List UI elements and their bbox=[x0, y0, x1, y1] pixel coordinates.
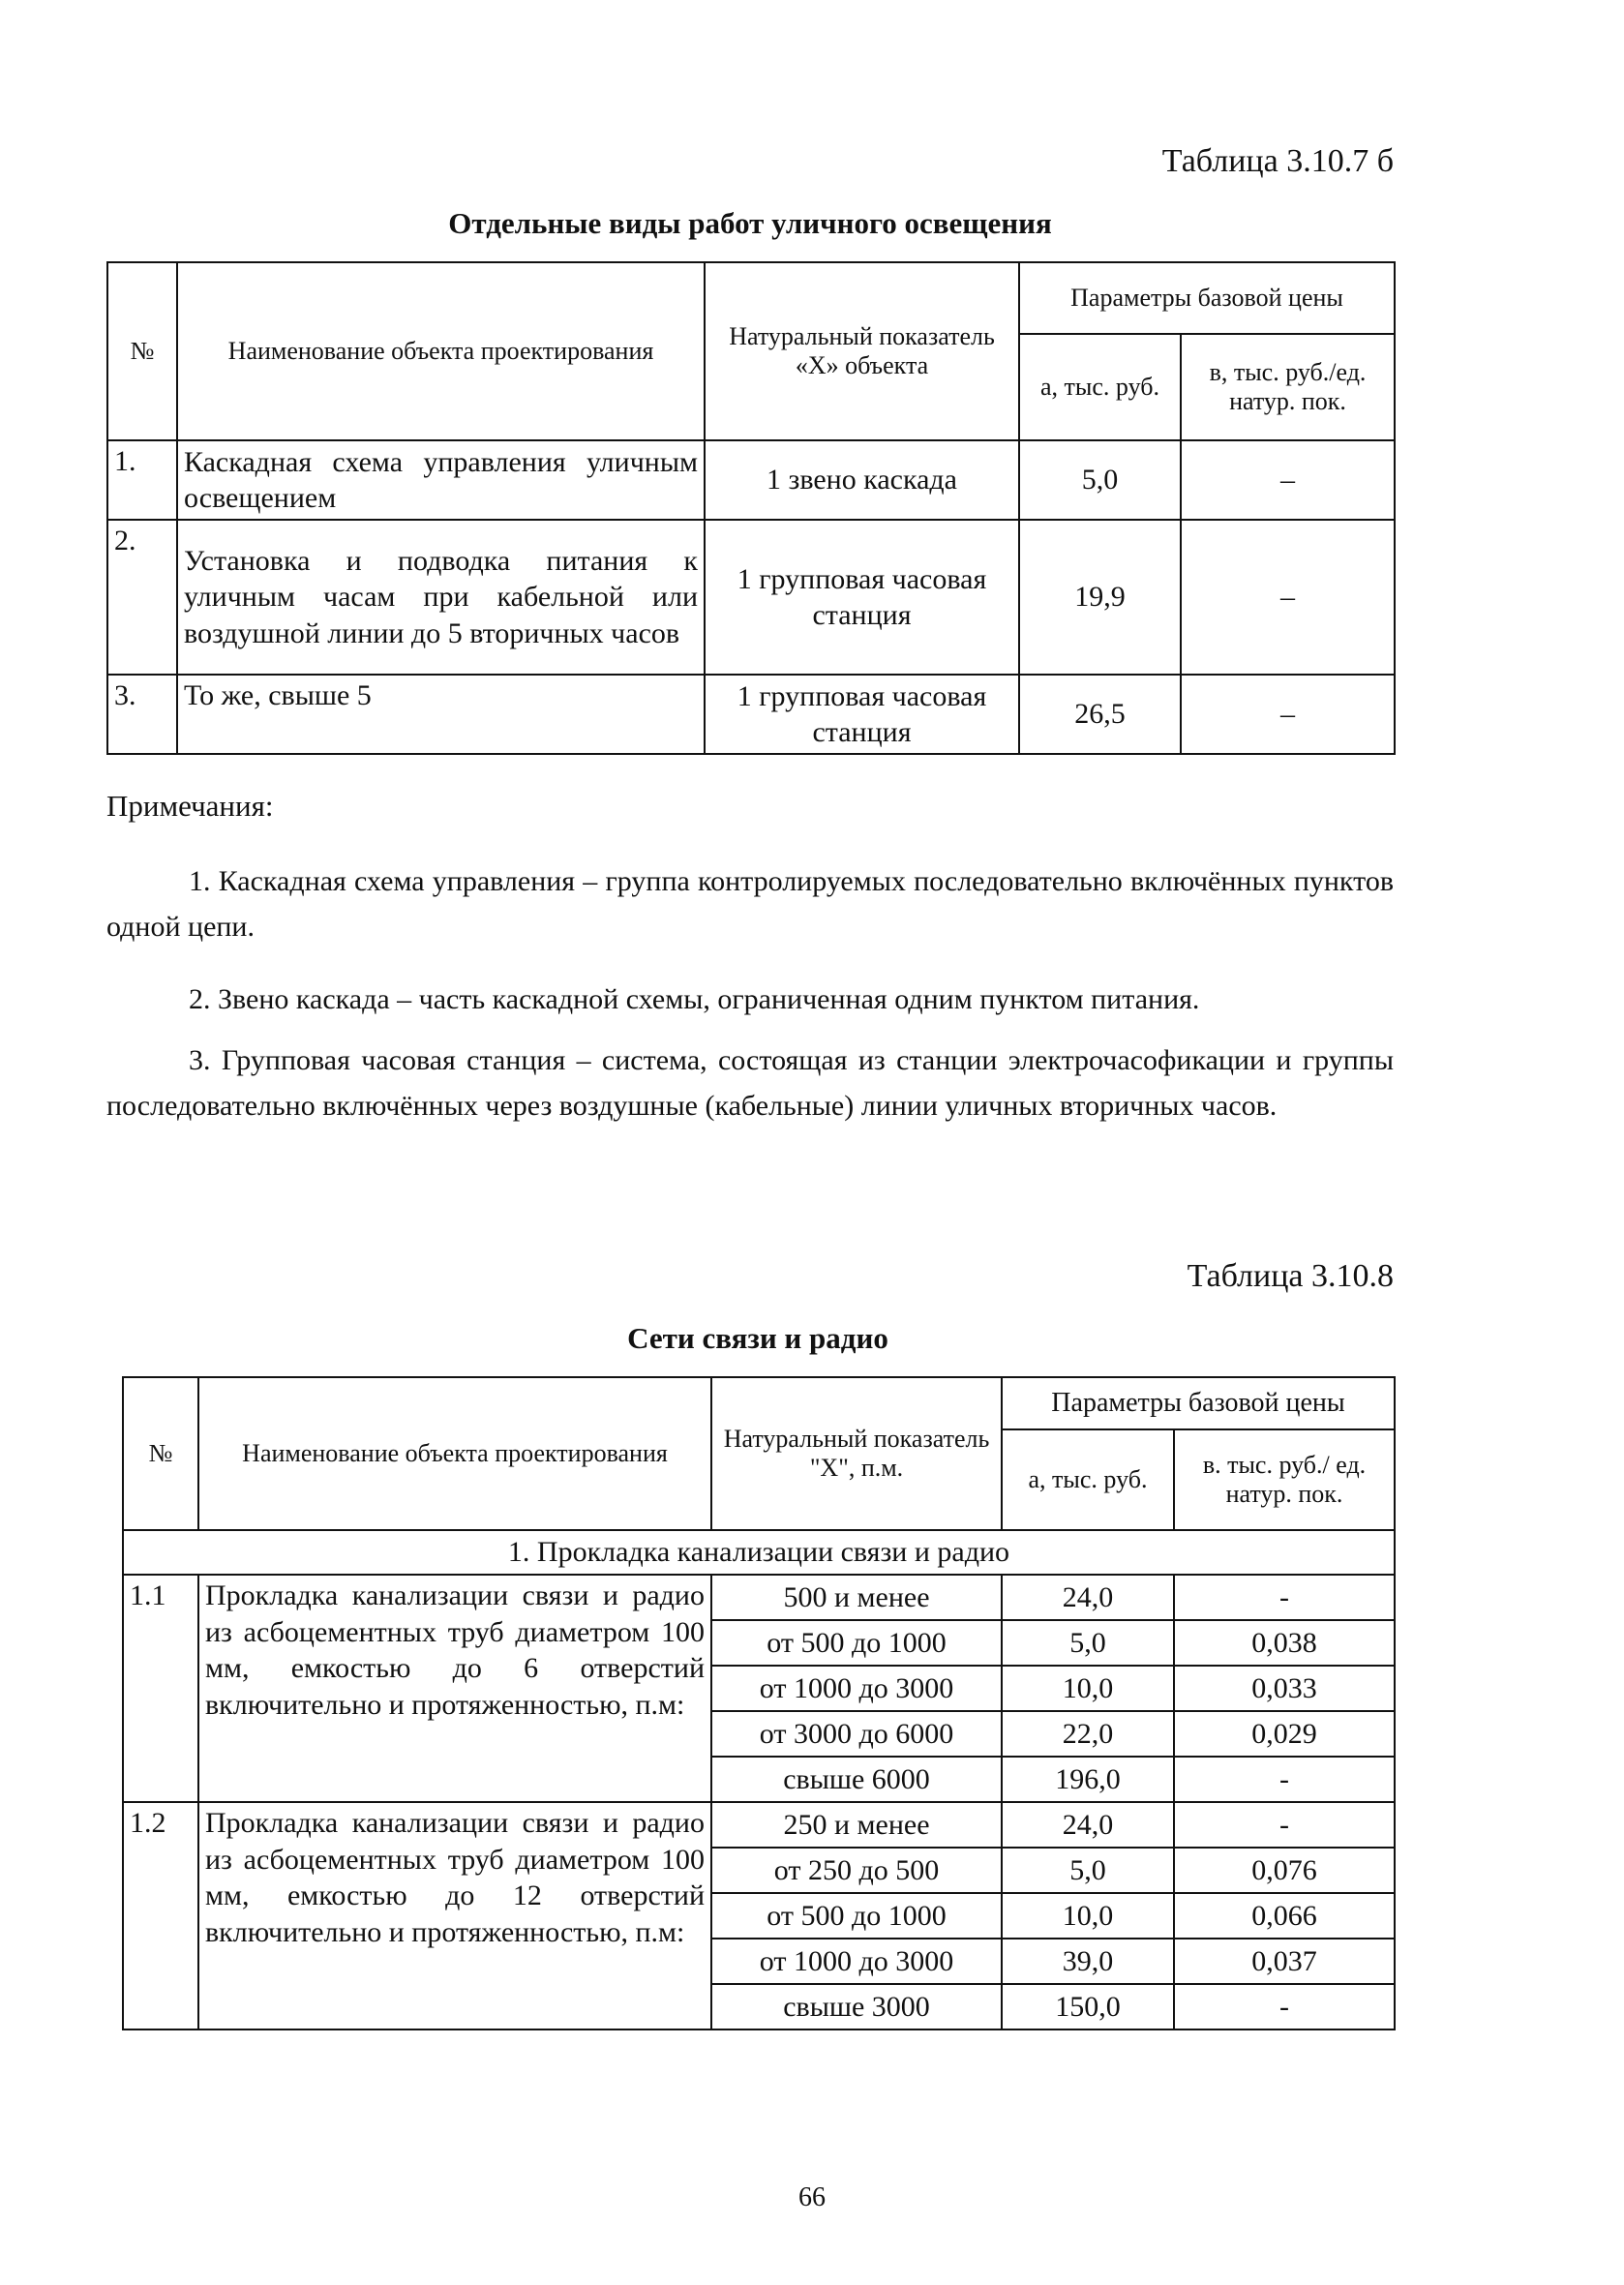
row-natural: от 250 до 500 bbox=[711, 1848, 1002, 1893]
header-params: Параметры базовой цены bbox=[1019, 262, 1395, 334]
row-natural: свыше 3000 bbox=[711, 1984, 1002, 2029]
row-name: Каскадная схема управления уличным освещением bbox=[177, 440, 705, 520]
row-b: - bbox=[1174, 1575, 1395, 1620]
row-natural: от 500 до 1000 bbox=[711, 1893, 1002, 1939]
row-natural: 1 звено каскада bbox=[705, 440, 1019, 520]
row-b: 0,066 bbox=[1174, 1893, 1395, 1939]
row-natural: 1 групповая часовая станция bbox=[705, 520, 1019, 675]
header-num: № bbox=[107, 262, 177, 440]
header-natural: Натуральный показатель «Х» объекта bbox=[705, 262, 1019, 440]
table-label: Таблица 3.10.7 б bbox=[1161, 143, 1394, 179]
row-natural: от 1000 до 3000 bbox=[711, 1939, 1002, 1984]
row-num: 1.1 bbox=[123, 1575, 198, 1802]
row-natural: свыше 6000 bbox=[711, 1757, 1002, 1802]
note-item: 3. Групповая часовая станция – система, состоящая из станции электрочасофикации и группы последовательно включённых через воздушные (кабельные) линии уличных вторичных часов. bbox=[106, 1044, 1394, 1122]
row-name: Установка и подводка питания к уличным часам при кабельной или воздушной линии до 5 вторичных часов bbox=[177, 520, 705, 675]
row-b: 0,029 bbox=[1174, 1711, 1395, 1757]
row-a: 26,5 bbox=[1019, 675, 1181, 754]
header-b: в, тыс. руб./ед. натур. пок. bbox=[1181, 334, 1395, 440]
row-natural: 1 групповая часовая станция bbox=[705, 675, 1019, 754]
row-name: Прокладка канализации связи и радио из асбоцементных труб диаметром 100 мм, емкостью до 6 отверстий включительно и протяженностью, п.м: bbox=[198, 1575, 711, 1802]
row-a: 10,0 bbox=[1002, 1666, 1174, 1711]
header-a: а, тыс. руб. bbox=[1019, 334, 1181, 440]
row-a: 150,0 bbox=[1002, 1984, 1174, 2029]
communication-networks-table bbox=[122, 1376, 1396, 2030]
row-b: – bbox=[1181, 520, 1395, 675]
table-title: Сети связи и радио bbox=[627, 1321, 888, 1355]
row-b: - bbox=[1174, 1984, 1395, 2029]
table-row bbox=[123, 1575, 1395, 1620]
row-b: 0,037 bbox=[1174, 1939, 1395, 1984]
row-a: 5,0 bbox=[1019, 440, 1181, 520]
row-a: 196,0 bbox=[1002, 1757, 1174, 1802]
header-name: Наименование объекта проектирования bbox=[198, 1377, 711, 1530]
row-a: 22,0 bbox=[1002, 1711, 1174, 1757]
row-a: 39,0 bbox=[1002, 1939, 1174, 1984]
header-a: а, тыс. руб. bbox=[1002, 1429, 1174, 1530]
table-row bbox=[123, 1802, 1395, 1848]
row-a: 10,0 bbox=[1002, 1893, 1174, 1939]
row-num: 2. bbox=[107, 520, 177, 675]
row-b: - bbox=[1174, 1802, 1395, 1848]
row-natural: 500 и менее bbox=[711, 1575, 1002, 1620]
row-b: 0,076 bbox=[1174, 1848, 1395, 1893]
table-row bbox=[107, 440, 1395, 520]
row-b: 0,033 bbox=[1174, 1666, 1395, 1711]
header-params: Параметры базовой цены bbox=[1002, 1377, 1395, 1429]
row-b: 0,038 bbox=[1174, 1620, 1395, 1666]
table-row bbox=[107, 520, 1395, 675]
row-natural: 250 и менее bbox=[711, 1802, 1002, 1848]
row-name: Прокладка канализации связи и радио из асбоцементных труб диаметром 100 мм, емкостью до 12 отверстий включительно и протяженностью, п.м: bbox=[198, 1802, 711, 2029]
table-title: Отдельные виды работ уличного освещения bbox=[448, 206, 1052, 240]
row-b: – bbox=[1181, 440, 1395, 520]
table-row bbox=[107, 675, 1395, 754]
lighting-works-table bbox=[106, 261, 1396, 755]
section-heading: 1. Прокладка канализации связи и радио bbox=[123, 1530, 1395, 1575]
row-num: 1.2 bbox=[123, 1802, 198, 2029]
row-a: 5,0 bbox=[1002, 1848, 1174, 1893]
row-name: То же, свыше 5 bbox=[177, 675, 705, 754]
row-natural: от 1000 до 3000 bbox=[711, 1666, 1002, 1711]
row-natural: от 3000 до 6000 bbox=[711, 1711, 1002, 1757]
header-b: в. тыс. руб./ ед. натур. пок. bbox=[1174, 1429, 1395, 1530]
note-item: 1. Каскадная схема управления – группа контролируемых последовательно включённых пунктов одной цепи. bbox=[106, 865, 1394, 943]
row-a: 5,0 bbox=[1002, 1620, 1174, 1666]
row-a: 19,9 bbox=[1019, 520, 1181, 675]
header-natural: Натуральный показатель "Х", п.м. bbox=[711, 1377, 1002, 1530]
row-b: – bbox=[1181, 675, 1395, 754]
table-label: Таблица 3.10.8 bbox=[1187, 1258, 1394, 1294]
row-num: 1. bbox=[107, 440, 177, 520]
row-b: - bbox=[1174, 1757, 1395, 1802]
row-a: 24,0 bbox=[1002, 1575, 1174, 1620]
row-a: 24,0 bbox=[1002, 1802, 1174, 1848]
header-num: № bbox=[123, 1377, 198, 1530]
row-natural: от 500 до 1000 bbox=[711, 1620, 1002, 1666]
row-num: 3. bbox=[107, 675, 177, 754]
note-item: 2. Звено каскада – часть каскадной схемы, ограниченная одним пунктом питания. bbox=[189, 983, 1200, 1015]
header-name: Наименование объекта проектирования bbox=[177, 262, 705, 440]
notes-heading: Примечания: bbox=[106, 789, 274, 823]
page-number: 66 bbox=[798, 2182, 826, 2212]
